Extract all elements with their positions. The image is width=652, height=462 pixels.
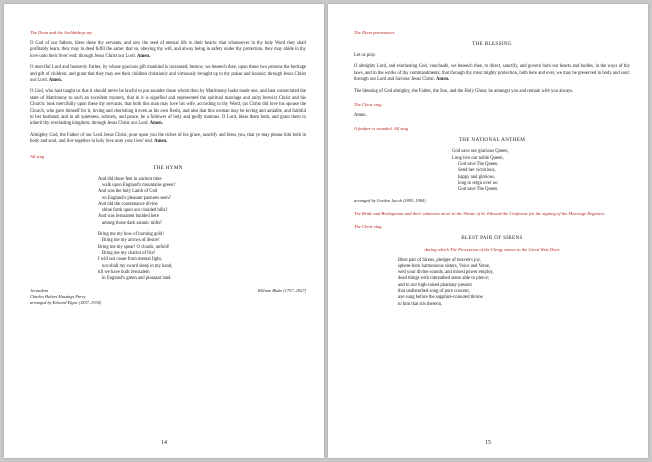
hymn-line: walk upon England's mountains green? [102, 182, 176, 188]
choir-amen: Amen. [354, 113, 367, 119]
rubric-signing: The Bride and Bridegroom and their witnesses move to the Shrine of St. Edward the Confessor for the signing of the Marriage Registers. [354, 210, 606, 216]
anthem-line: Long live our noble Queen, [452, 155, 504, 161]
hymn-line: among those dark satanic mills? [102, 220, 163, 226]
rubric-dean-archbishop: The Dean and the Archbishop say [30, 30, 93, 35]
anthem-line: long to reign over us: [458, 180, 499, 186]
amen: Amen. [154, 139, 168, 145]
hymn-stanza [98, 232, 306, 282]
blessing-prayer [354, 64, 630, 83]
page-number-left: 14 [161, 440, 167, 446]
hymn-line: nor shall my sword sleep in my hand, [102, 263, 173, 269]
sirens-title: BLEST PAIR OF SIRENS [461, 234, 523, 241]
sirens-line: wed your divine sounds, and mixed power employ, [398, 270, 494, 276]
hymn-line: shine forth upon our clouded hills? [102, 208, 168, 214]
prayer-paragraph [30, 89, 306, 127]
sirens-line: Blest pair of Sirens, pledges of heaven's joy, [398, 257, 481, 263]
right-page [328, 4, 648, 458]
sirens-line: dead things with inbreathed sense able to pierce; [398, 276, 489, 282]
sirens-text [398, 258, 630, 308]
credit-arranger: arranged by Edward Elgar (1857–1934) [30, 300, 102, 306]
amen: Amen. [149, 121, 163, 127]
sirens-line: and to our high-raised phantasy present [398, 282, 472, 288]
left-page [4, 4, 324, 458]
blessing-benediction: The blessing of God almighty, the Father, the Son, and the Holy Ghost, be amongst you and remain with you always. [354, 88, 574, 94]
sirens-line: aye sung before the sapphire-coloured throne [398, 295, 483, 301]
blessing-prayer-text: O almighty Lord, and everlasting God, vouchsafe, we beseech thee, to direct, sanctify, and govern both our hearts and bodies, in the ways of thy laws, and in the works of thy commandments; that through thy most mighty protection, both here and ever, we may be preserved in body and soul; through our Lord and Saviour Jesus Christ. [354, 64, 630, 83]
anthem-line: God save The Queen. [458, 162, 499, 168]
hymn-line: till we have built Jerusalem [98, 269, 150, 275]
sirens-subtitle: during which The Procession of the Clergy moves to the Great West Door [424, 246, 560, 252]
blessing-title: THE BLESSING [472, 41, 512, 47]
anthem-title: THE NATIONAL ANTHEM [458, 137, 526, 144]
hymn-line: Bring me my chariot of fire! [102, 250, 156, 256]
hymn-line: And did the countenance divine [98, 201, 158, 207]
hymn-credits [30, 288, 306, 305]
hymn-line: And was the holy Lamb of God [98, 189, 158, 195]
hymn-line: in England's green and pleasant land. [102, 276, 172, 282]
amen: Amen. [136, 53, 151, 59]
prayer-text: O God of our fathers, bless these thy servants, and sow the seed of eternal life in their hearts: that whatsoever in thy holy Word they shall profitably learn, they may in deed fulfil the same: that so, obeying thy will, and alway being in safety under thy protection, they may abide in thy love unto their lives' end; through Jesus Christ our Lord. [30, 41, 306, 59]
rubric-choir-sing-2: The Choir sing [354, 223, 382, 229]
hymn-text [98, 177, 306, 283]
prayer-paragraph [30, 41, 306, 60]
sirens-line: that undisturbed song of pure concent, [398, 289, 470, 294]
page-number-right: 15 [485, 440, 491, 446]
prayer-text: O God, who hast taught us that it should never be lawful to put asunder those whom thou by Matrimony hadst made one, and hast consecrated the state of Matrimony to such an excellent mystery, that in it is signified and represented the spiritual marriage and unity betwixt Christ and his Church: look mercifully upon these thy servants, that both this man may love his wife, according to thy Word, (as Christ did love his spouse the Church, who gave himself for it, loving and cherishing it even as his own flesh), and also that this woman may be loving and amiable, and faithful to her husband, and in all quietness, sobriety, and peace, be a follower of holy and godly matrons. O Lord, bless them both, and grant them to inherit thy everlasting kingdom; through Jesus Christ our Lord. [30, 89, 306, 127]
anthem-line: Send her victorious, [458, 168, 496, 174]
rubric-dean-pronounces: The Dean pronounces [354, 30, 395, 35]
hymn-line: And was Jerusalem builded here [98, 214, 159, 220]
prayer-text: Almighty God, the Father of our Lord Jesus Christ, pour upon you the riches of his grace, sanctify and bless you, that ye may please him both in body and soul, and live together in holy love unto your lives' end. [30, 132, 306, 145]
hymn-line: Bring me my spear! O clouds, unfold! [98, 244, 170, 250]
sirens-line: sphere-born harmonious sisters, Voice and Verse, [398, 263, 491, 269]
anthem-line: God save The Queen. [458, 187, 499, 193]
let-us-pray: Let us pray. [354, 53, 376, 58]
credit-composer: Charles Hubert Hastings Parry [30, 294, 86, 300]
amen: Amen. [48, 78, 63, 84]
hymn-line: Bring me my arrows of desire! [102, 238, 160, 244]
rubric-all-sing: All sing [30, 153, 45, 159]
hymn-line: Bring me my bow of burning gold! [98, 232, 164, 238]
anthem-line: happy and glorious, [458, 174, 496, 180]
rubric-choir-sing: The Choir sing [354, 102, 382, 108]
hymn-stanza [98, 177, 306, 227]
prayer-paragraph [30, 133, 306, 146]
prayer-text: O merciful Lord and heavenly Father, by whose gracious gift mankind is increased; bestow, we beseech thee, upon these two persons the heritage and gift of children; and grant that they may see their children christianly and virtuously brought up to thy praise and honour; through Jesus Christ our Lord. [30, 65, 306, 84]
prayer-paragraph [30, 65, 306, 84]
rubric-fanfare: A fanfare is sounded. All sing [354, 126, 409, 132]
anthem-arranger: arranged by Gordon Jacob (1895–1984) [354, 197, 426, 203]
anthem-text [452, 149, 630, 193]
prayers [30, 41, 306, 146]
anthem-line: God save our gracious Queen, [452, 149, 509, 155]
credit-author: William Blake (1757–1827) [257, 288, 306, 294]
hymn-title: THE HYMN [153, 164, 183, 171]
hymn-line: And did those feet in ancient time [98, 176, 162, 182]
hymn-line: on England's pleasant pastures seen? [102, 195, 171, 201]
amen: Amen. [436, 77, 450, 83]
credit-tune: Jerusalem [30, 288, 49, 294]
sirens-line: to him that sits thereon, [398, 301, 443, 307]
hymn-line: I will not cease from mental fight, [98, 257, 162, 263]
